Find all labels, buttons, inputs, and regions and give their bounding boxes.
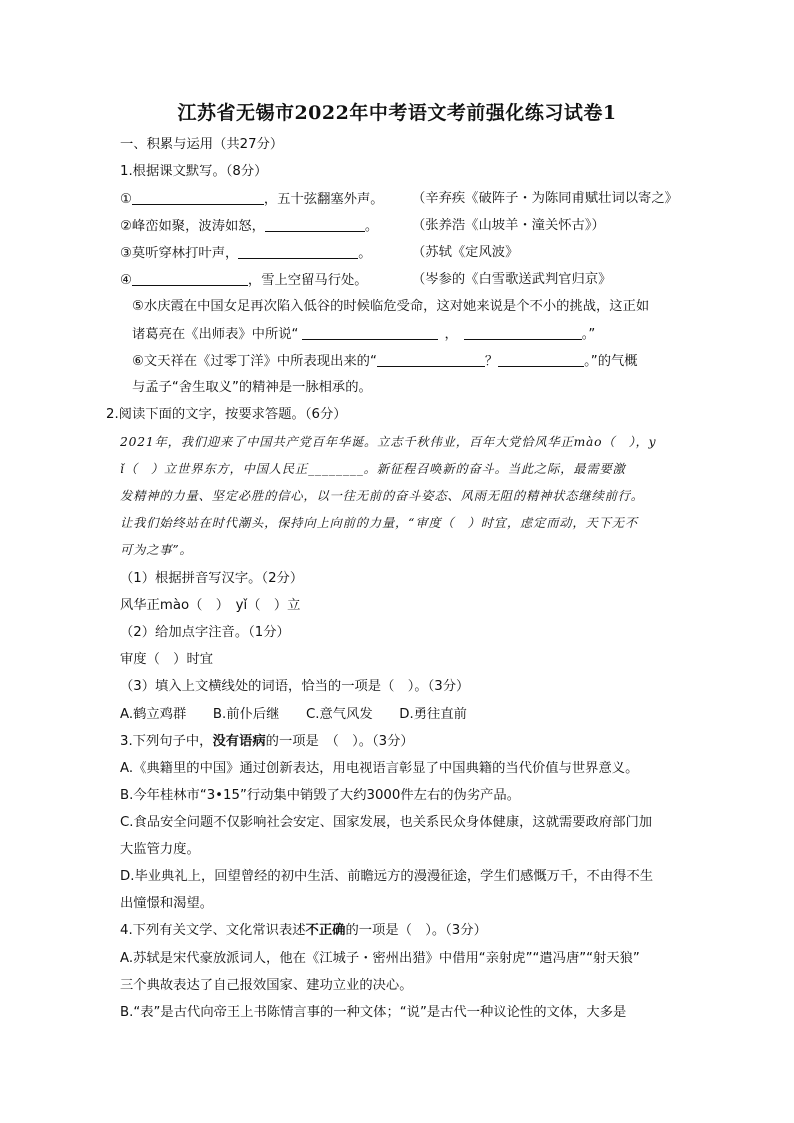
q1-line-1-text: ，五十弦翻塞外声。 [263, 192, 384, 207]
q1-source-3: （苏轼《定风波》 [412, 245, 519, 260]
q1-source-2: （张养浩《山坡羊・潼关怀古》） [412, 218, 605, 233]
q1-line-6-comma: ， [444, 327, 458, 342]
q1-line-2-end: 。 [364, 219, 379, 234]
q4-option-a-cont: 三个典故表达了自己报效国家、建功立业的决心。 [120, 978, 413, 993]
q1-blank-3[interactable] [238, 244, 358, 259]
q1-line-3 [120, 244, 372, 263]
section-heading: 一、积累与运用（共27分） [120, 137, 284, 152]
q1-line-7-end: 。”的气概 [584, 354, 638, 369]
q1-line-4-text: ，雪上空留马行处。 [247, 273, 368, 288]
q1-line-1 [120, 190, 384, 209]
q2-passage-line-5: 可为之事”。 [120, 543, 193, 557]
q3-heading-emphasis: 没有语病 [212, 734, 266, 749]
q2-sub-2: （2）给加点字注音。（1分） [120, 625, 290, 640]
q1-source-1: （辛弃疾《破阵子・为陈同甫赋壮词以寄之》 [412, 191, 678, 206]
q1-blank-5[interactable] [302, 325, 438, 340]
q2-sub-3: （3）填入上文横线处的词语，恰当的一项是（ ）。（3分） [120, 679, 470, 694]
q3-option-c: C.食品安全问题不仅影响社会安定、国家发展，也关系民众身体健康，这就需要政府部门加 [120, 815, 653, 830]
q4-heading-post: 的一项是（ ）。（3分） [345, 923, 487, 938]
q1-line-7-q: ？ [484, 354, 499, 369]
q3-heading-pre: 3.下列句子中， [120, 734, 213, 749]
q1-line-2-text: ②峰峦如聚，波涛如怒， [120, 219, 265, 234]
q1-blank-6[interactable] [464, 325, 582, 340]
q1-heading: 1.根据课文默写。（8分） [120, 164, 268, 179]
q1-line-2 [120, 217, 378, 236]
q1-line-6-text: 诸葛亮在《出师表》中所说“ [132, 327, 299, 342]
q2-sub-2-answer: 审度（ ）时宜 [120, 652, 214, 667]
q3-option-d: D.毕业典礼上，回望曾经的初中生活、前瞻远方的漫漫征途，学生们感慨万千，不由得不生 [120, 869, 654, 884]
q1-blank-8[interactable] [498, 352, 584, 367]
q2-passage-line-3: 发精神的力量、坚定必胜的信心，以一往无前的奋斗姿态、风雨无阻的精神状态继续前行。 [120, 489, 644, 503]
q1-source-4: （岑参的《白雪歌送武判官归京》 [412, 272, 612, 287]
q1-line-3-end: 。 [358, 246, 372, 261]
q3-heading [120, 733, 414, 751]
q1-line-1-num: ① [120, 192, 132, 207]
q1-blank-7[interactable] [377, 352, 485, 367]
q2-heading: 2.阅读下面的文字，按要求答题。（6分） [106, 407, 347, 422]
q1-line-4 [120, 271, 368, 290]
q1-line-8: 与孟子“舍生取义”的精神是一脉相承的。 [132, 380, 372, 395]
q4-heading [120, 922, 487, 940]
q1-line-7-text: ⑥文天祥在《过零丁洋》中所表现出来的“ [132, 354, 377, 369]
q4-heading-emphasis: 不正确 [305, 923, 346, 938]
exam-title: 江苏省无锡市2022年中考语文考前强化练习试卷1 [177, 102, 617, 124]
q2-sub-1: （1）根据拼音写汉字。（2分） [120, 571, 304, 586]
q1-line-3-text: ③莫听穿林打叶声， [120, 246, 239, 261]
q1-line-6-end: 。” [581, 327, 596, 342]
q1-line-5: ⑤水庆霞在中国女足再次陷入低谷的时候临危受命，这对她来说是个不小的挑战，这正如 [132, 299, 650, 314]
q4-option-a: A.苏轼是宋代豪放派词人，他在《江城子・密州出猎》中借用“亲射虎”“遣冯唐”“射天狼” [120, 951, 640, 966]
q3-option-c-cont: 大监管力度。 [120, 842, 200, 857]
q1-blank-4[interactable] [132, 271, 248, 286]
q1-line-6 [132, 325, 595, 344]
q1-line-4-num: ④ [120, 273, 132, 288]
q2-passage-line-2: ǐ（ ）立世界东方，中国人民正________。新征程召唤新的奋斗。当此之际，最需要激 [120, 462, 626, 476]
q2-sub-1-answer: 风华正màо（ ） yǐ（ ）立 [120, 598, 301, 613]
q3-option-d-cont: 出憧憬和渴望。 [120, 896, 214, 911]
q2-passage-line-4: 让我们始终站在时代潮头，保持向上向前的力量，“审度（ ）时宜，虑定而动，天下无不 [120, 516, 638, 530]
q3-option-b: B.今年桂林市“3•15”行动集中销毁了大约3000件左右的伪劣产品。 [120, 788, 521, 803]
q3-option-a: A.《典籍里的中国》通过创新表达，用电视语言彰显了中国典籍的当代价值与世界意义。 [120, 761, 639, 776]
q2-passage-line-1: 2021年，我们迎来了中国共产党百年华诞。立志千秋伟业，百年大党恰风华正màо（ ），у [120, 435, 657, 449]
q3-heading-post: 的一项是 （ ）。（3分） [265, 734, 414, 749]
q4-option-b: B.“表”是古代向帝王上书陈情言事的一种文体；“说”是古代一种议论性的文体，大多是 [120, 1005, 627, 1020]
q1-line-7 [132, 352, 638, 371]
q1-blank-1[interactable] [132, 190, 264, 205]
q4-heading-pre: 4.下列有关文学、文化常识表述 [120, 923, 306, 938]
q1-blank-2[interactable] [265, 217, 365, 232]
q2-sub-3-options: A.鹤立鸡群 B.前仆后继 C.意气风发 D.勇往直前 [120, 707, 467, 722]
